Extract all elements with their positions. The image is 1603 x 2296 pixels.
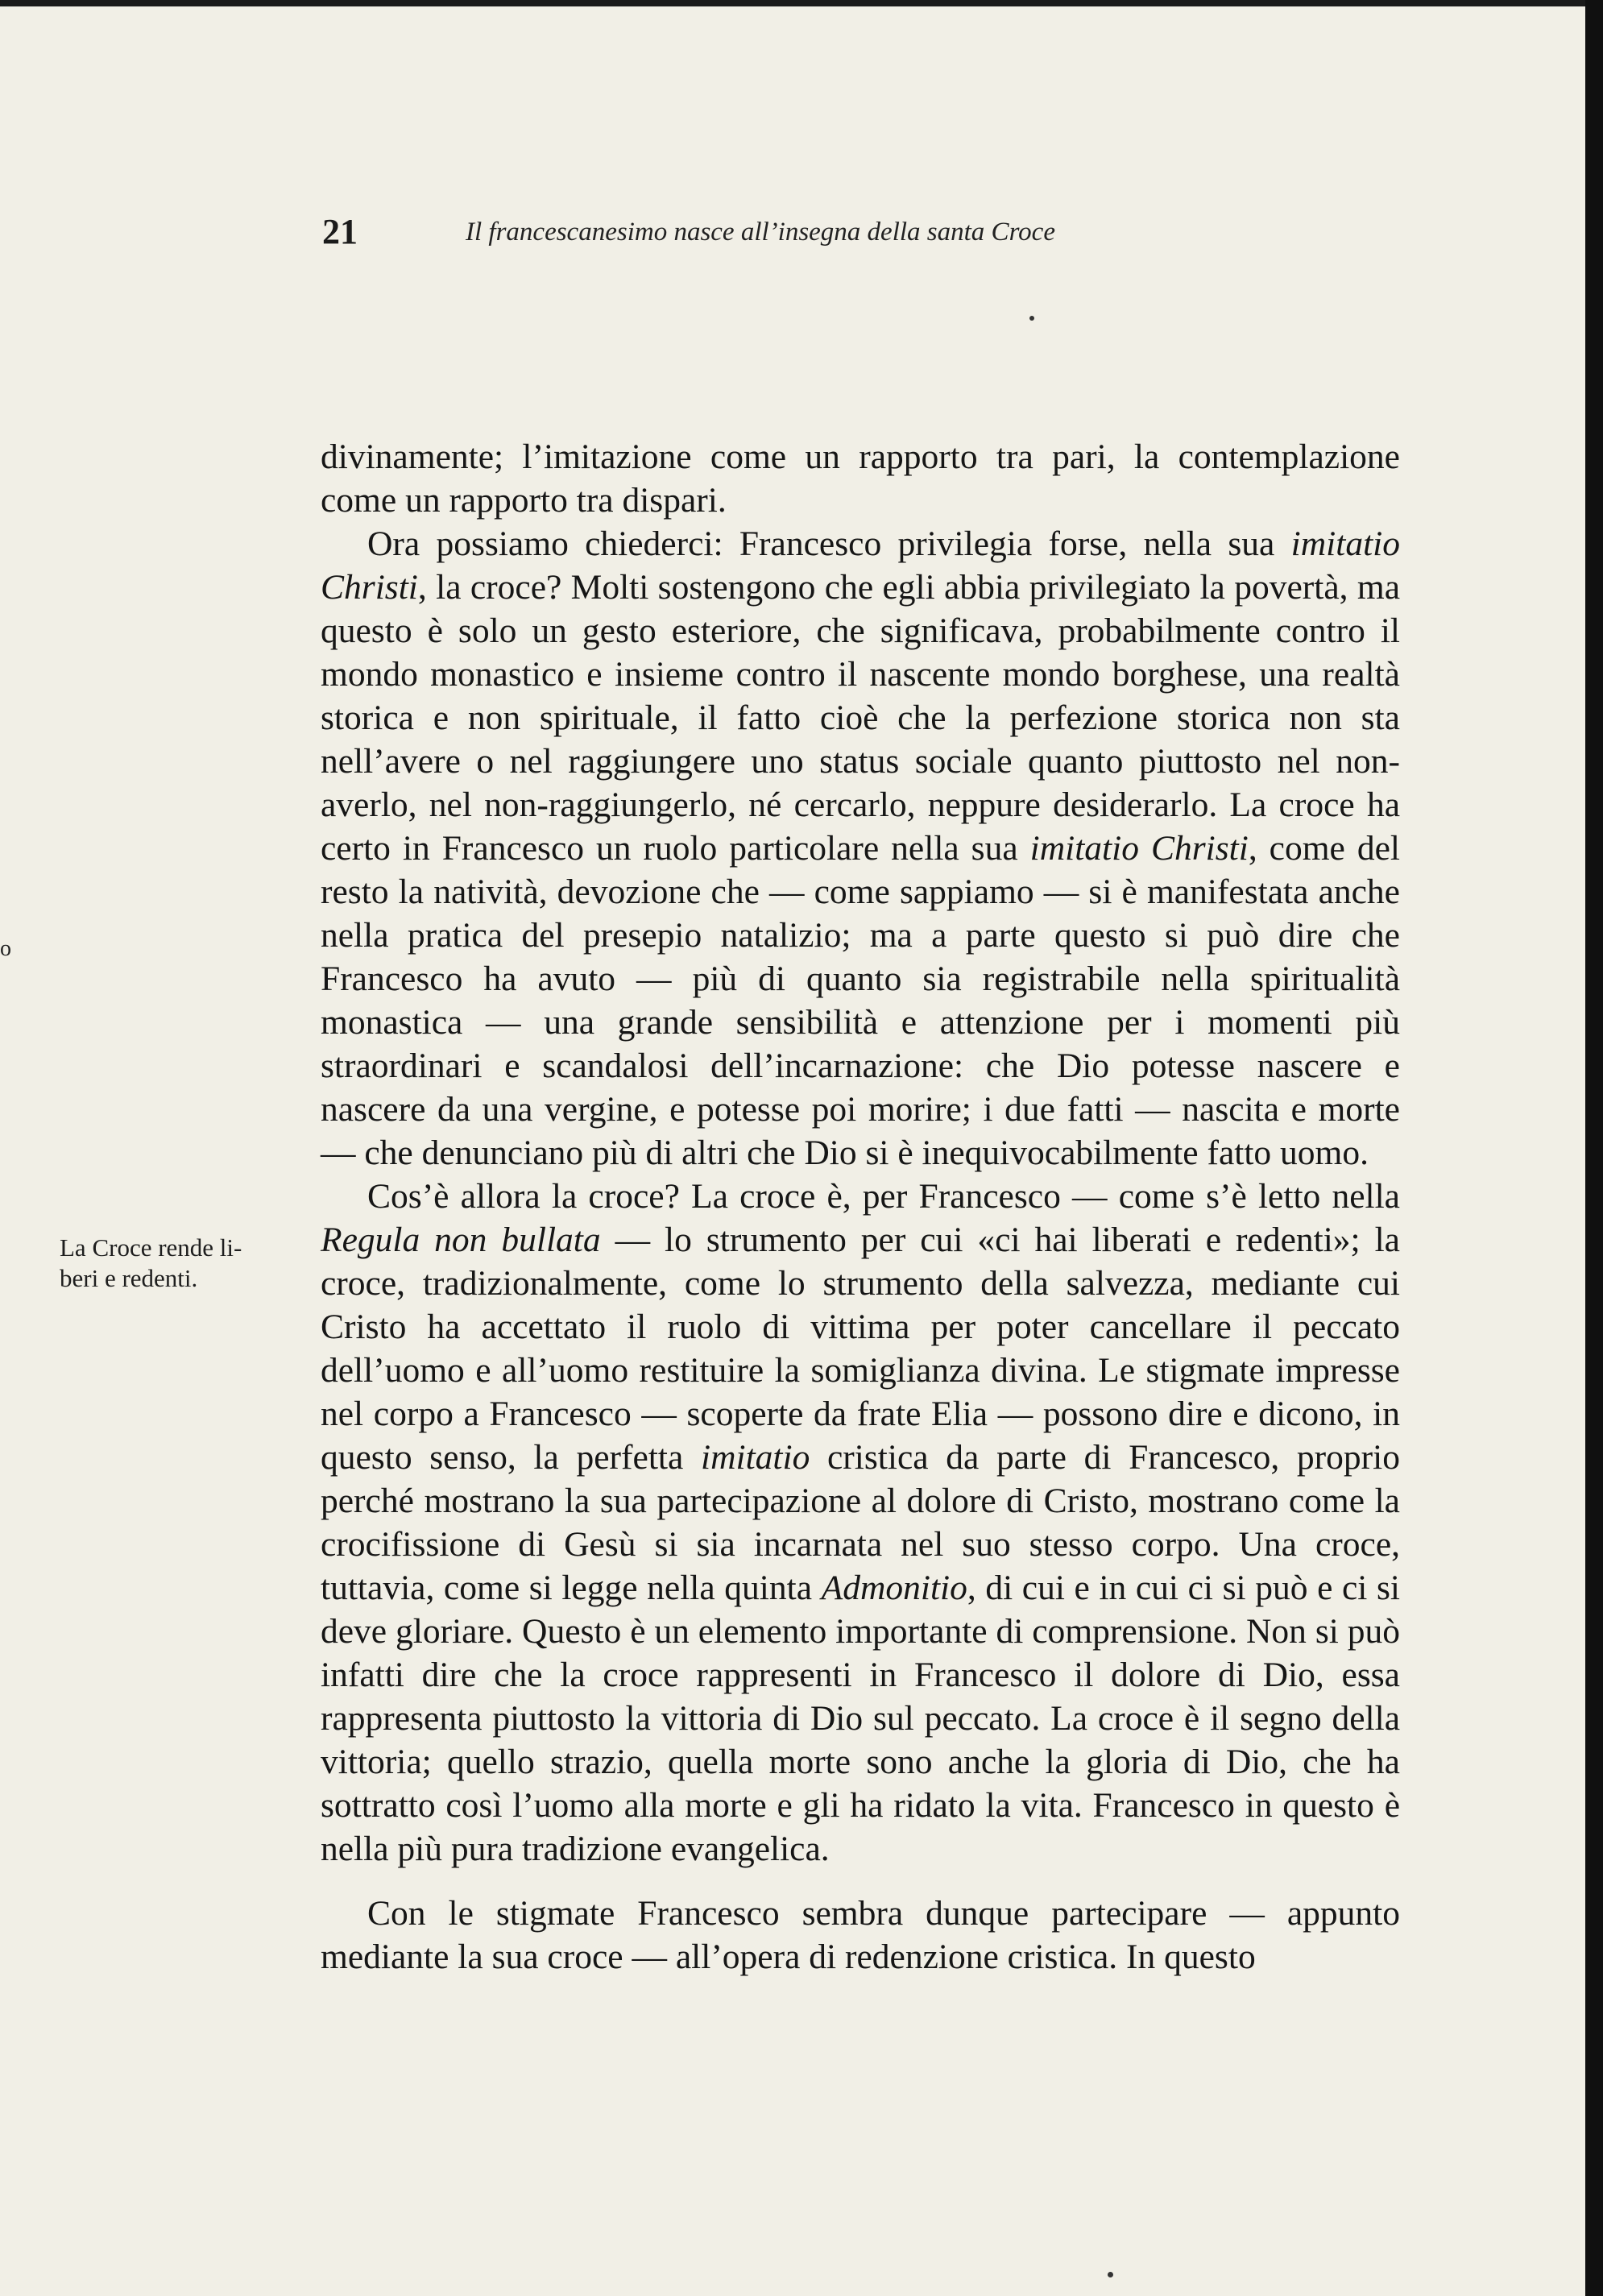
paper-speck	[1029, 316, 1034, 321]
text-run: , la croce? Molti sostengono che egli abbia privilegiato la povertà, ma questo è solo un gesto esteriore, che significava, probabilmente contro il mondo monastico e insieme contro il nascente mondo borghese, una realtà storica e non spirituale, il fatto cioè che la perfezione storica non sta nell’avere o nel raggiungere uno status sociale quanto piuttosto nel non-averlo, nel non-raggiungerlo, né cercarlo, neppure desiderarlo. La croce ha certo in Francesco un ruolo particolare nella sua	[321, 568, 1400, 868]
paragraph	[321, 435, 1400, 522]
italic-text: Admonitio	[821, 1569, 967, 1607]
italic-text: Regula non bullata	[321, 1221, 601, 1259]
italic-text: imitatio	[700, 1438, 810, 1477]
text-run: Cos’è allora la croce? La croce è, per Francesco — come s’è letto nella	[367, 1177, 1400, 1216]
scan-top-edge	[0, 0, 1585, 6]
text-run: Con le stigmate Francesco sembra dunque partecipare — appunto mediante la sua croce — all’opera di redenzione cristica. In questo	[321, 1894, 1400, 1976]
paragraph	[321, 1892, 1400, 1979]
margin-note-line: beri e redenti.	[60, 1264, 198, 1292]
paragraph	[321, 1175, 1400, 1871]
text-run: , di cui e in cui ci si può e ci si deve gloriare. Questo è un elemento importante di comprensione. Non si può infatti dire che la croce rappresenti in Francesco il dolore di Dio, essa rappresenta piuttosto la vittoria di Dio sul peccato. La croce è il segno della vittoria; quello strazio, quella morte sono anche la gloria di Dio, che ha sottratto così l’uomo alla morte e gli ha ridato la vita. Francesco in questo è nella più pura tradizione evangelica.	[321, 1569, 1400, 1868]
margin-note	[60, 1233, 293, 1294]
text-run: divinamente; l’imitazione come un rapporto tra pari, la contemplazione come un rapporto tra dispari.	[321, 437, 1400, 520]
running-title: Il francescanesimo nasce all’insegna della santa Croce	[466, 218, 1055, 247]
page-number: 21	[322, 212, 358, 251]
text-run: , come del resto la natività, devozione che — come sappiamo — si è manifestata anche nella pratica del presepio natalizio; ma a parte questo si può dire che Francesco ha avuto — più di quanto sia registrabile nella spiritualità monastica — una grande sensibilità e attenzione per i momenti più straordinari e scandalosi dell’incarnazione: che Dio potesse nascere e nascere da una vergine, e potesse poi morire; i due fatti — nascita e morte — che denunciano più di altri che Dio si è inequivocabilmente fatto uomo.	[321, 829, 1400, 1172]
text-run: Ora possiamo chiederci: Francesco privilegia forse, nella sua	[367, 524, 1291, 563]
body-text	[321, 435, 1400, 1979]
margin-note-line: La Croce rende li-	[60, 1233, 242, 1262]
paragraph	[321, 522, 1400, 1175]
text-run: cristica da parte di Francesco, proprio perché mostrano la sua partecipazione al dolore di Cristo, mostrano come la crocifissione di Gesù si sia incarnata nel suo stesso corpo. Una croce, tuttavia, come si legge nella quinta	[321, 1438, 1400, 1607]
italic-text: imitatio Christi	[1029, 829, 1249, 868]
scan-right-edge	[1585, 0, 1603, 2296]
stray-glyph: o	[0, 936, 11, 961]
page-header	[0, 211, 1585, 259]
italic-text: imitatio Christi	[321, 524, 1400, 607]
text-run: — lo strumento per cui «ci hai liberati e redenti»; la croce, tradizionalmente, come lo strumento della salvezza, mediante cui Cristo ha accettato il ruolo di vittima per poter cancellare il peccato dell’uomo e all’uomo restituire la somiglianza divina. Le stigmate impresse nel corpo a Francesco — scoperte da frate Elia — possono dire e dicono, in questo senso, la perfetta	[321, 1221, 1400, 1477]
paper-speck	[1108, 2272, 1113, 2277]
